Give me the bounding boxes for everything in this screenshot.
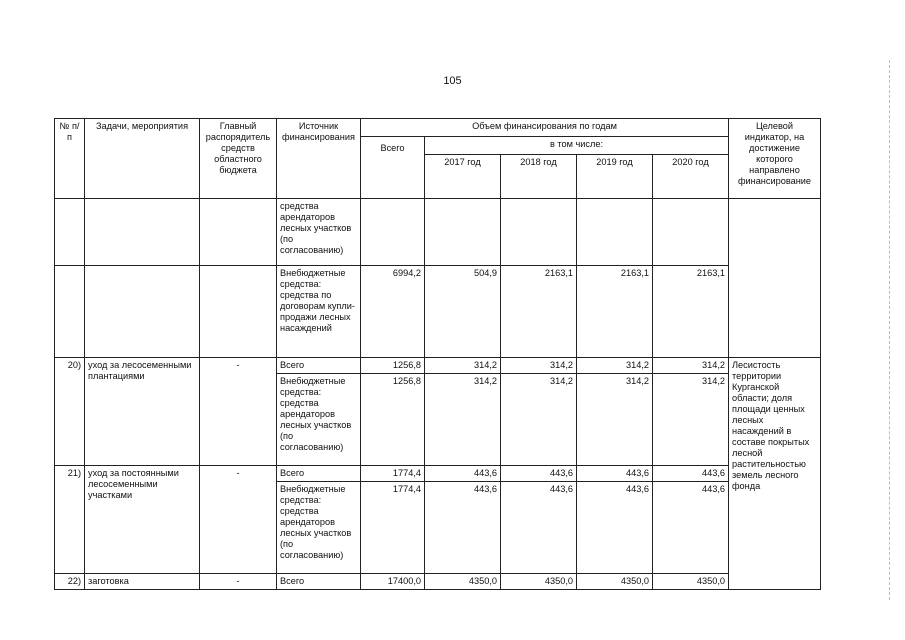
prev-2020: 2163,1	[653, 266, 729, 358]
prev-task	[85, 266, 200, 358]
row21-2017: 443,6	[425, 466, 501, 482]
cont-source: средства арендаторов лесных участков (по согласованию)	[277, 199, 361, 266]
row21-extra-2017: 443,6	[425, 482, 501, 574]
margin-line	[889, 60, 890, 600]
row20-2018: 314,2	[501, 358, 577, 374]
row21-2018: 443,6	[501, 466, 577, 482]
header-2019: 2019 год	[577, 155, 653, 199]
row22-2018: 4350,0	[501, 574, 577, 590]
cont-num	[55, 199, 85, 266]
cont-2017	[425, 199, 501, 266]
prev-2017: 504,9	[425, 266, 501, 358]
financing-table	[54, 118, 821, 590]
header-indicator: Целевой индикатор, на достижение которого направлено финансирование	[729, 119, 821, 199]
header-total: Всего	[361, 137, 425, 199]
row20-extra-2017: 314,2	[425, 374, 501, 466]
row21-extra-2020: 443,6	[653, 482, 729, 574]
row20-total: 1256,8	[361, 358, 425, 374]
prev-total: 6994,2	[361, 266, 425, 358]
row22-2019: 4350,0	[577, 574, 653, 590]
prev-2019: 2163,1	[577, 266, 653, 358]
row20-2020: 314,2	[653, 358, 729, 374]
row21-manager: -	[200, 466, 277, 574]
row21-2019: 443,6	[577, 466, 653, 482]
row20-extra-total: 1256,8	[361, 374, 425, 466]
cont-manager	[200, 199, 277, 266]
row20-2019: 314,2	[577, 358, 653, 374]
prev-manager	[200, 266, 277, 358]
row22-num: 22)	[55, 574, 85, 590]
prev-source: Внебюджетные средства: средства по договорам купли-продажи лесных насаждений	[277, 266, 361, 358]
header-2017: 2017 год	[425, 155, 501, 199]
row21-extra-2019: 443,6	[577, 482, 653, 574]
row21-2020: 443,6	[653, 466, 729, 482]
row21-task: уход за постоянными лесосеменными участками	[85, 466, 200, 574]
header-volume: Объем финансирования по годам	[361, 119, 729, 137]
header-2018: 2018 год	[501, 155, 577, 199]
header-including: в том числе:	[425, 137, 729, 155]
cont-task	[85, 199, 200, 266]
header-source: Источник финансирования	[277, 119, 361, 199]
indicator-cell: Лесистость территории Курганской области; доля площади ценных лесных насаждений в составе покрытых лесной растительностью земель лесного фонда	[729, 358, 821, 590]
header-manager: Главный распорядитель средств областного бюджета	[200, 119, 277, 199]
cont-2018	[501, 199, 577, 266]
cont-indicator	[729, 199, 821, 358]
row20-source-total: Всего	[277, 358, 361, 374]
row22-manager: -	[200, 574, 277, 590]
row20-2017: 314,2	[425, 358, 501, 374]
row22-total: 17400,0	[361, 574, 425, 590]
row21-extra-total: 1774,4	[361, 482, 425, 574]
row22-task: заготовка	[85, 574, 200, 590]
row22-2017: 4350,0	[425, 574, 501, 590]
row21-num: 21)	[55, 466, 85, 574]
cont-2020	[653, 199, 729, 266]
row20-manager: -	[200, 358, 277, 466]
row21-source-extra: Внебюджетные средства: средства арендаторов лесных участков (по согласованию)	[277, 482, 361, 574]
row20-source-extra: Внебюджетные средства: средства арендаторов лесных участков (по согласованию)	[277, 374, 361, 466]
prev-2018: 2163,1	[501, 266, 577, 358]
row21-source-total: Всего	[277, 466, 361, 482]
header-num: № п/п	[55, 119, 85, 199]
cont-2019	[577, 199, 653, 266]
page-number: 105	[443, 75, 462, 87]
prev-num	[55, 266, 85, 358]
cont-total	[361, 199, 425, 266]
row22-2020: 4350,0	[653, 574, 729, 590]
row20-extra-2019: 314,2	[577, 374, 653, 466]
row21-extra-2018: 443,6	[501, 482, 577, 574]
row20-task: уход за лесосеменными плантациями	[85, 358, 200, 466]
header-2020: 2020 год	[653, 155, 729, 199]
header-task: Задачи, мероприятия	[85, 119, 200, 199]
row20-num: 20)	[55, 358, 85, 466]
row21-total: 1774,4	[361, 466, 425, 482]
row20-extra-2020: 314,2	[653, 374, 729, 466]
row20-extra-2018: 314,2	[501, 374, 577, 466]
row22-source: Всего	[277, 574, 361, 590]
